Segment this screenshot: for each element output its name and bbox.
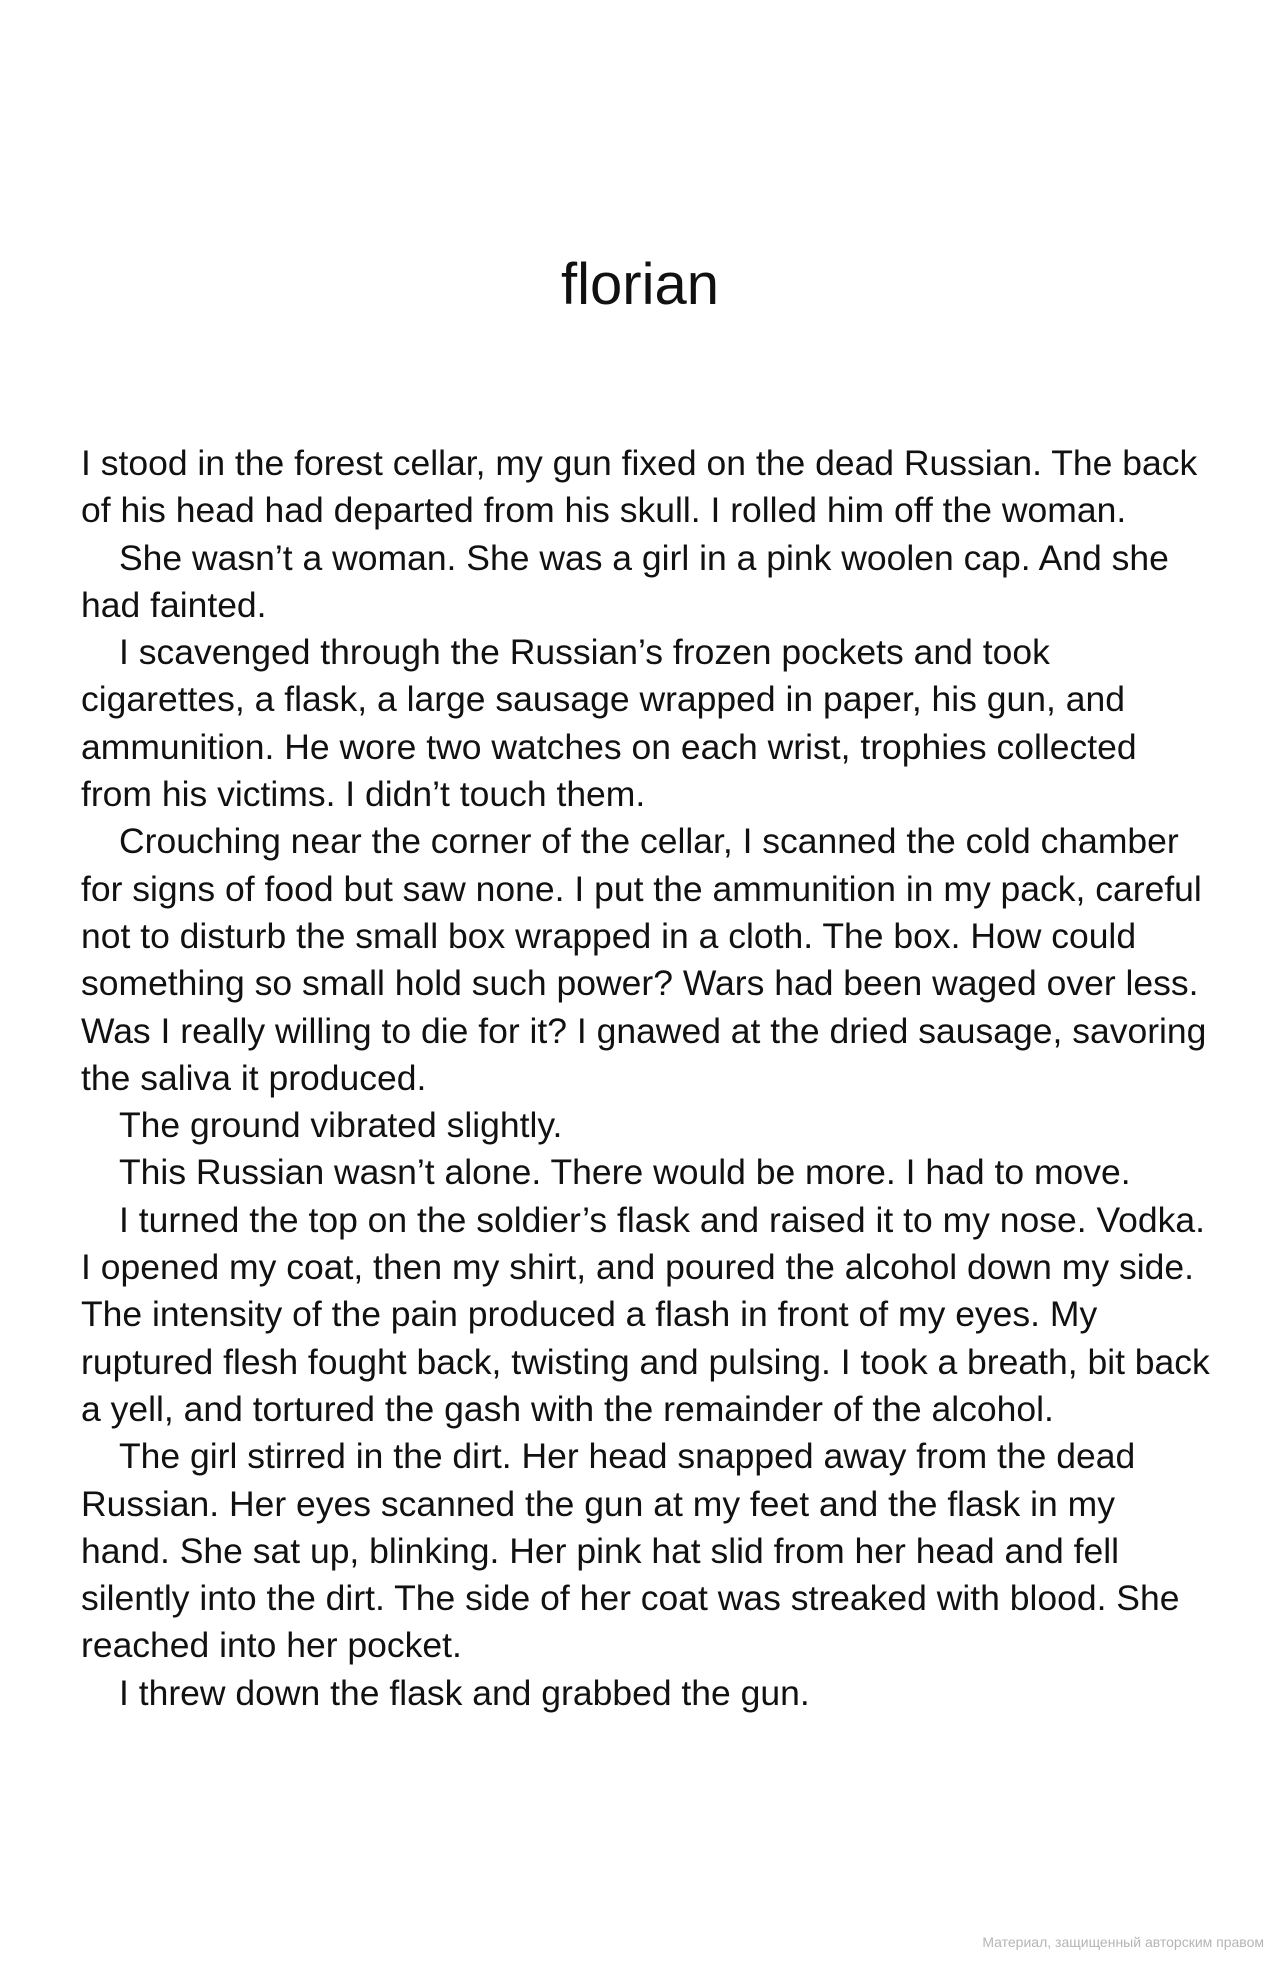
- paragraph: I threw down the flask and grabbed the gun.: [119, 1672, 810, 1713]
- paragraph: The girl stirred in the dirt. Her head snapped away from the dead Russian. Her eyes scanned the gun at my feet and the flask in my hand. She sat up, blinking. Her pink hat slid from her head and fell silently into the dirt. The side of her coat was streaked with blood. She reached into her pocket.: [81, 1436, 1180, 1666]
- paragraph: I stood in the forest cellar, my gun fixed on the dead Russian. The back of his head had departed from his skull. I rolled him off the woman.: [81, 443, 1198, 531]
- paragraph: Crouching near the corner of the cellar, I scanned the cold chamber for signs of food but saw none. I put the ammunition in my pack, careful not to disturb the small box wrapped in a cloth. The box. How could something so small hold such power? Wars had been waged over less. Was I really willing to die for it? I gnawed at the dried sausage, savoring the saliva it produced.: [81, 821, 1207, 1098]
- paragraph: I scavenged through the Russian’s frozen pockets and took cigarettes, a flask, a large sausage wrapped in paper, his gun, and ammunition. He wore two watches on each wrist, trophies collected from his victims. I didn’t touch them.: [81, 632, 1137, 815]
- paragraph: I turned the top on the soldier’s flask and raised it to my nose. Vodka. I opened my coat, then my shirt, and poured the alcohol down my side. The intensity of the pain produced a flash in front of my eyes. My ruptured flesh fought back, twisting and pulsing. I took a breath, bit back a yell, and tortured the gash with the remainder of the alcohol.: [81, 1199, 1210, 1429]
- copyright-watermark: Материал, защищенный авторским правом: [982, 1934, 1264, 1950]
- chapter-title: florian: [561, 252, 719, 317]
- paragraph: She wasn’t a woman. She was a girl in a pink woolen cap. And she had fainted.: [81, 537, 1169, 625]
- paragraph: The ground vibrated slightly.: [119, 1105, 563, 1146]
- paragraph: This Russian wasn’t alone. There would be more. I had to move.: [119, 1152, 1131, 1193]
- chapter-body: [81, 440, 1211, 1717]
